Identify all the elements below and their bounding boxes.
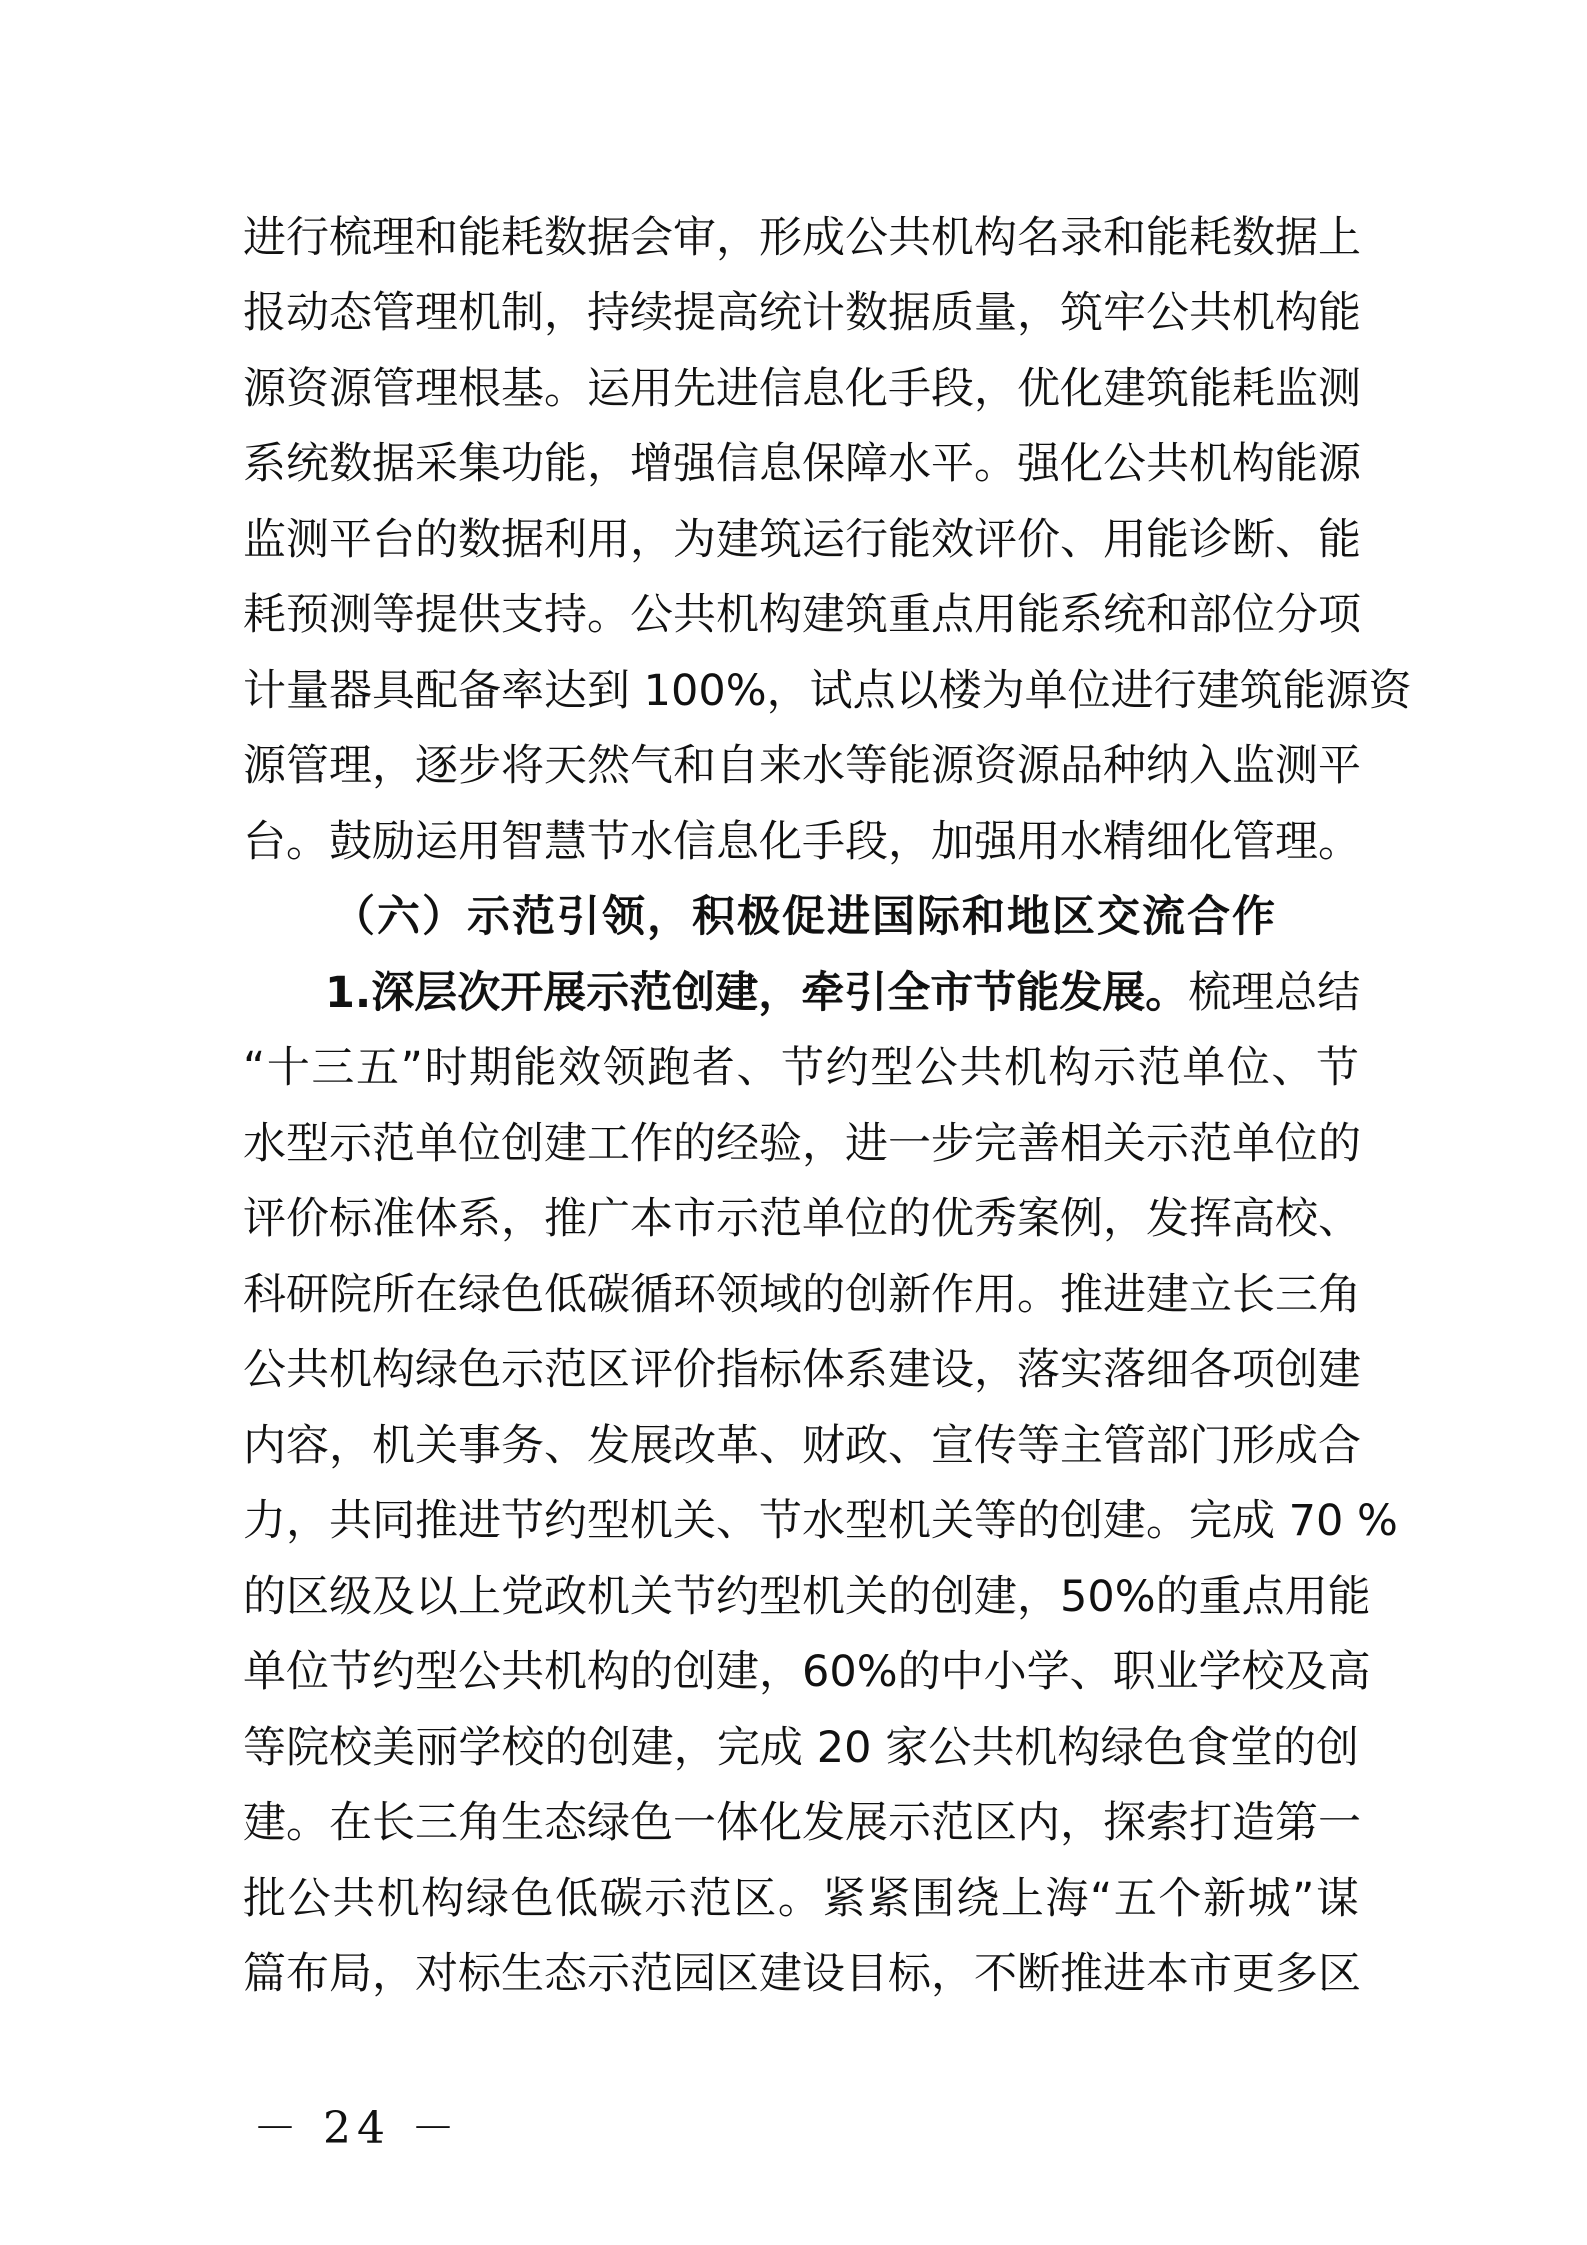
text-line: 进行梳理和能耗数据会审，形成公共机构名录和能耗数据上 xyxy=(243,213,1361,263)
text-line: 台。鼓励运用智慧节水信息化手段，加强用水精细化管理。 xyxy=(243,817,1361,867)
text-line: 批公共机构绿色低碳示范区。紧紧围绕上海“五个新城”谋 xyxy=(243,1874,1359,1924)
text-line: 报动态管理机制，持续提高统计数据质量，筑牢公共机构能 xyxy=(243,288,1361,338)
text-line: 单位节约型公共机构的创建，60%的中小学、职业学校及高 xyxy=(243,1647,1371,1697)
paragraph-lead-text: 梳理总结 xyxy=(1188,968,1361,1018)
text-line: 等院校美丽学校的创建，完成 20 家公共机构绿色食堂的创 xyxy=(243,1723,1359,1773)
text-line: 计量器具配备率达到 100%，试点以楼为单位进行建筑能源资 xyxy=(243,666,1412,716)
text-line: 建。在长三角生态绿色一体化发展示范区内，探索打造第一 xyxy=(243,1798,1361,1848)
text-line: 系统数据采集功能，增强信息保障水平。强化公共机构能源 xyxy=(243,439,1361,489)
text-line: 的区级及以上党政机关节约型机关的创建，50%的重点用能 xyxy=(243,1572,1371,1622)
text-line: 科研院所在绿色低碳循环领域的创新作用。推进建立长三角 xyxy=(243,1270,1361,1320)
text-line: 源资源管理根基。运用先进信息化手段，优化建筑能耗监测 xyxy=(243,364,1361,414)
text-line: 公共机构绿色示范区评价指标体系建设，落实落细各项创建 xyxy=(243,1345,1361,1395)
text-line: 篇布局，对标生态示范园区建设目标，不断推进本市更多区 xyxy=(243,1949,1361,1999)
text-line: 监测平台的数据利用，为建筑运行能效评价、用能诊断、能 xyxy=(243,515,1361,565)
text-line: 水型示范单位创建工作的经验，进一步完善相关示范单位的 xyxy=(243,1119,1361,1169)
text-line: 内容，机关事务、发展改革、财政、宣传等主管部门形成合 xyxy=(243,1421,1361,1471)
text-line: 评价标准体系，推广本市示范单位的优秀案例，发挥高校、 xyxy=(243,1194,1361,1244)
text-line: 源管理，逐步将天然气和自来水等能源资源品种纳入监测平 xyxy=(243,741,1361,791)
text-line: 耗预测等提供支持。公共机构建筑重点用能系统和部位分项 xyxy=(243,590,1361,640)
page-number: － 24 － xyxy=(253,2103,461,2154)
text-line: 力，共同推进节约型机关、节水型机关等的创建。完成 70 % xyxy=(243,1496,1398,1546)
paragraph-lead-line xyxy=(325,963,1359,1023)
paragraph-lead-title: 1.深层次开展示范创建，牵引全市节能发展。 xyxy=(325,968,1189,1018)
text-line: “十三五”时期能效领跑者、节约型公共机构示范单位、节 xyxy=(243,1043,1359,1093)
section-heading: （六）示范引领，积极促进国际和地区交流合作 xyxy=(332,892,1277,942)
